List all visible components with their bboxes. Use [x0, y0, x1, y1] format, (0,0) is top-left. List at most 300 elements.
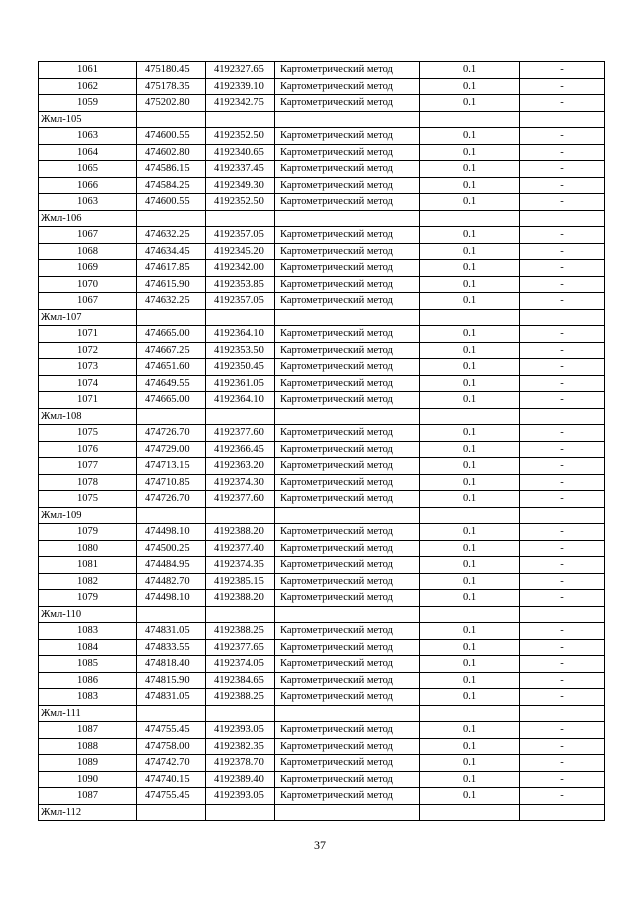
method-cell: Картометрический метод [275, 458, 420, 475]
point-number-cell: 1063 [39, 128, 137, 145]
method-cell: Картометрический метод [275, 62, 420, 79]
accuracy-cell: 0.1 [420, 227, 520, 244]
point-number-cell: 1066 [39, 177, 137, 194]
y-coordinate-cell: 4192388.20 [206, 524, 275, 541]
point-number-cell: 1083 [39, 689, 137, 706]
table-row [39, 276, 605, 293]
x-coordinate-cell: 474740.15 [137, 771, 206, 788]
point-number-cell: 1078 [39, 474, 137, 491]
y-coordinate-cell: 4192352.50 [206, 128, 275, 145]
y-coordinate-cell: 4192393.05 [206, 788, 275, 805]
empty-cell [420, 507, 520, 524]
note-cell: - [520, 425, 605, 442]
table-row [39, 425, 605, 442]
x-coordinate-cell: 474615.90 [137, 276, 206, 293]
method-cell: Картометрический метод [275, 590, 420, 607]
empty-cell [420, 408, 520, 425]
group-header-row [39, 210, 605, 227]
method-cell: Картометрический метод [275, 771, 420, 788]
accuracy-cell: 0.1 [420, 689, 520, 706]
point-number-cell: 1081 [39, 557, 137, 574]
table-row [39, 326, 605, 343]
note-cell: - [520, 161, 605, 178]
y-coordinate-cell: 4192352.50 [206, 194, 275, 211]
point-number-cell: 1061 [39, 62, 137, 79]
empty-cell [520, 210, 605, 227]
x-coordinate-cell: 474484.95 [137, 557, 206, 574]
x-coordinate-cell: 474726.70 [137, 425, 206, 442]
table-row [39, 392, 605, 409]
point-number-cell: 1087 [39, 722, 137, 739]
point-number-cell: 1071 [39, 392, 137, 409]
accuracy-cell: 0.1 [420, 194, 520, 211]
accuracy-cell: 0.1 [420, 144, 520, 161]
method-cell: Картометрический метод [275, 95, 420, 112]
empty-cell [206, 606, 275, 623]
table-row [39, 161, 605, 178]
y-coordinate-cell: 4192382.35 [206, 738, 275, 755]
empty-cell [275, 705, 420, 722]
point-number-cell: 1075 [39, 491, 137, 508]
x-coordinate-cell: 474586.15 [137, 161, 206, 178]
method-cell: Картометрический метод [275, 260, 420, 277]
table-row [39, 62, 605, 79]
group-header-row [39, 606, 605, 623]
y-coordinate-cell: 4192377.60 [206, 425, 275, 442]
method-cell: Картометрический метод [275, 722, 420, 739]
y-coordinate-cell: 4192378.70 [206, 755, 275, 772]
method-cell: Картометрический метод [275, 474, 420, 491]
y-coordinate-cell: 4192340.65 [206, 144, 275, 161]
method-cell: Картометрический метод [275, 425, 420, 442]
note-cell: - [520, 771, 605, 788]
note-cell: - [520, 722, 605, 739]
group-label: Жмл-108 [39, 408, 137, 425]
y-coordinate-cell: 4192327.65 [206, 62, 275, 79]
accuracy-cell: 0.1 [420, 788, 520, 805]
x-coordinate-cell: 474755.45 [137, 788, 206, 805]
point-number-cell: 1086 [39, 672, 137, 689]
accuracy-cell: 0.1 [420, 722, 520, 739]
x-coordinate-cell: 474498.10 [137, 590, 206, 607]
x-coordinate-cell: 474584.25 [137, 177, 206, 194]
note-cell: - [520, 177, 605, 194]
table-row [39, 540, 605, 557]
accuracy-cell: 0.1 [420, 540, 520, 557]
table-row [39, 359, 605, 376]
table-row [39, 491, 605, 508]
group-label: Жмл-111 [39, 705, 137, 722]
method-cell: Картометрический метод [275, 672, 420, 689]
accuracy-cell: 0.1 [420, 375, 520, 392]
table-row [39, 194, 605, 211]
note-cell: - [520, 342, 605, 359]
accuracy-cell: 0.1 [420, 557, 520, 574]
method-cell: Картометрический метод [275, 227, 420, 244]
group-header-row [39, 309, 605, 326]
table-row [39, 441, 605, 458]
y-coordinate-cell: 4192388.25 [206, 689, 275, 706]
x-coordinate-cell: 474815.90 [137, 672, 206, 689]
x-coordinate-cell: 474742.70 [137, 755, 206, 772]
empty-cell [520, 507, 605, 524]
group-label: Жмл-110 [39, 606, 137, 623]
table-row [39, 78, 605, 95]
x-coordinate-cell: 474632.25 [137, 293, 206, 310]
accuracy-cell: 0.1 [420, 78, 520, 95]
empty-cell [275, 606, 420, 623]
y-coordinate-cell: 4192385.15 [206, 573, 275, 590]
empty-cell [275, 408, 420, 425]
point-number-cell: 1070 [39, 276, 137, 293]
accuracy-cell: 0.1 [420, 639, 520, 656]
accuracy-cell: 0.1 [420, 656, 520, 673]
group-label: Жмл-106 [39, 210, 137, 227]
y-coordinate-cell: 4192389.40 [206, 771, 275, 788]
y-coordinate-cell: 4192342.75 [206, 95, 275, 112]
empty-cell [420, 705, 520, 722]
method-cell: Картометрический метод [275, 375, 420, 392]
point-number-cell: 1087 [39, 788, 137, 805]
empty-cell [275, 804, 420, 821]
point-number-cell: 1089 [39, 755, 137, 772]
note-cell: - [520, 276, 605, 293]
point-number-cell: 1079 [39, 524, 137, 541]
note-cell: - [520, 227, 605, 244]
method-cell: Картометрический метод [275, 359, 420, 376]
x-coordinate-cell: 474818.40 [137, 656, 206, 673]
point-number-cell: 1077 [39, 458, 137, 475]
note-cell: - [520, 128, 605, 145]
accuracy-cell: 0.1 [420, 425, 520, 442]
method-cell: Картометрический метод [275, 755, 420, 772]
method-cell: Картометрический метод [275, 194, 420, 211]
point-number-cell: 1067 [39, 227, 137, 244]
empty-cell [420, 111, 520, 128]
point-number-cell: 1090 [39, 771, 137, 788]
page-number: 37 [314, 838, 326, 852]
y-coordinate-cell: 4192363.20 [206, 458, 275, 475]
method-cell: Картометрический метод [275, 491, 420, 508]
method-cell: Картометрический метод [275, 177, 420, 194]
empty-cell [275, 111, 420, 128]
x-coordinate-cell: 474498.10 [137, 524, 206, 541]
y-coordinate-cell: 4192350.45 [206, 359, 275, 376]
x-coordinate-cell: 474482.70 [137, 573, 206, 590]
method-cell: Картометрический метод [275, 293, 420, 310]
group-label: Жмл-109 [39, 507, 137, 524]
note-cell: - [520, 656, 605, 673]
table-row [39, 722, 605, 739]
x-coordinate-cell: 474667.25 [137, 342, 206, 359]
y-coordinate-cell: 4192339.10 [206, 78, 275, 95]
x-coordinate-cell: 474600.55 [137, 128, 206, 145]
empty-cell [420, 210, 520, 227]
table-row [39, 755, 605, 772]
point-number-cell: 1059 [39, 95, 137, 112]
note-cell: - [520, 474, 605, 491]
table-row [39, 689, 605, 706]
accuracy-cell: 0.1 [420, 62, 520, 79]
accuracy-cell: 0.1 [420, 590, 520, 607]
table-row [39, 144, 605, 161]
table-row [39, 260, 605, 277]
y-coordinate-cell: 4192377.60 [206, 491, 275, 508]
point-number-cell: 1076 [39, 441, 137, 458]
group-label: Жмл-112 [39, 804, 137, 821]
accuracy-cell: 0.1 [420, 161, 520, 178]
point-number-cell: 1064 [39, 144, 137, 161]
y-coordinate-cell: 4192342.00 [206, 260, 275, 277]
method-cell: Картометрический метод [275, 441, 420, 458]
accuracy-cell: 0.1 [420, 276, 520, 293]
x-coordinate-cell: 474617.85 [137, 260, 206, 277]
x-coordinate-cell: 475180.45 [137, 62, 206, 79]
empty-cell [520, 705, 605, 722]
coordinates-table-body [39, 62, 605, 821]
method-cell: Картометрический метод [275, 392, 420, 409]
y-coordinate-cell: 4192364.10 [206, 326, 275, 343]
note-cell: - [520, 62, 605, 79]
note-cell: - [520, 441, 605, 458]
table-row [39, 293, 605, 310]
table-row [39, 342, 605, 359]
group-header-row [39, 804, 605, 821]
empty-cell [206, 705, 275, 722]
table-row [39, 788, 605, 805]
note-cell: - [520, 540, 605, 557]
table-row [39, 524, 605, 541]
point-number-cell: 1065 [39, 161, 137, 178]
y-coordinate-cell: 4192374.30 [206, 474, 275, 491]
x-coordinate-cell: 474602.80 [137, 144, 206, 161]
empty-cell [420, 804, 520, 821]
empty-cell [275, 210, 420, 227]
x-coordinate-cell: 474831.05 [137, 689, 206, 706]
table-row [39, 623, 605, 640]
y-coordinate-cell: 4192393.05 [206, 722, 275, 739]
point-number-cell: 1062 [39, 78, 137, 95]
accuracy-cell: 0.1 [420, 441, 520, 458]
point-number-cell: 1085 [39, 656, 137, 673]
x-coordinate-cell: 474713.15 [137, 458, 206, 475]
empty-cell [206, 309, 275, 326]
x-coordinate-cell: 474500.25 [137, 540, 206, 557]
x-coordinate-cell: 475178.35 [137, 78, 206, 95]
note-cell: - [520, 78, 605, 95]
y-coordinate-cell: 4192353.50 [206, 342, 275, 359]
empty-cell [420, 606, 520, 623]
table-row [39, 738, 605, 755]
empty-cell [520, 408, 605, 425]
accuracy-cell: 0.1 [420, 95, 520, 112]
empty-cell [275, 507, 420, 524]
method-cell: Картометрический метод [275, 276, 420, 293]
point-number-cell: 1082 [39, 573, 137, 590]
accuracy-cell: 0.1 [420, 474, 520, 491]
note-cell: - [520, 326, 605, 343]
method-cell: Картометрический метод [275, 243, 420, 260]
empty-cell [520, 804, 605, 821]
method-cell: Картометрический метод [275, 78, 420, 95]
point-number-cell: 1068 [39, 243, 137, 260]
empty-cell [420, 309, 520, 326]
x-coordinate-cell: 474831.05 [137, 623, 206, 640]
table-row [39, 672, 605, 689]
method-cell: Картометрический метод [275, 326, 420, 343]
x-coordinate-cell: 474632.25 [137, 227, 206, 244]
y-coordinate-cell: 4192337.45 [206, 161, 275, 178]
x-coordinate-cell: 474600.55 [137, 194, 206, 211]
accuracy-cell: 0.1 [420, 672, 520, 689]
method-cell: Картометрический метод [275, 144, 420, 161]
x-coordinate-cell: 474649.55 [137, 375, 206, 392]
x-coordinate-cell: 474726.70 [137, 491, 206, 508]
note-cell: - [520, 260, 605, 277]
note-cell: - [520, 359, 605, 376]
empty-cell [206, 111, 275, 128]
empty-cell [520, 111, 605, 128]
accuracy-cell: 0.1 [420, 573, 520, 590]
x-coordinate-cell: 474758.00 [137, 738, 206, 755]
point-number-cell: 1069 [39, 260, 137, 277]
table-row [39, 227, 605, 244]
coordinates-table [38, 61, 605, 821]
note-cell: - [520, 144, 605, 161]
accuracy-cell: 0.1 [420, 771, 520, 788]
method-cell: Картометрический метод [275, 524, 420, 541]
table-row [39, 557, 605, 574]
note-cell: - [520, 672, 605, 689]
method-cell: Картометрический метод [275, 738, 420, 755]
note-cell: - [520, 375, 605, 392]
y-coordinate-cell: 4192357.05 [206, 293, 275, 310]
point-number-cell: 1072 [39, 342, 137, 359]
empty-cell [206, 210, 275, 227]
note-cell: - [520, 243, 605, 260]
y-coordinate-cell: 4192374.05 [206, 656, 275, 673]
x-coordinate-cell: 474729.00 [137, 441, 206, 458]
empty-cell [137, 507, 206, 524]
table-row [39, 243, 605, 260]
method-cell: Картометрический метод [275, 342, 420, 359]
point-number-cell: 1073 [39, 359, 137, 376]
accuracy-cell: 0.1 [420, 128, 520, 145]
empty-cell [137, 111, 206, 128]
y-coordinate-cell: 4192357.05 [206, 227, 275, 244]
y-coordinate-cell: 4192361.05 [206, 375, 275, 392]
point-number-cell: 1080 [39, 540, 137, 557]
group-header-row [39, 507, 605, 524]
x-coordinate-cell: 474710.85 [137, 474, 206, 491]
accuracy-cell: 0.1 [420, 260, 520, 277]
note-cell: - [520, 573, 605, 590]
point-number-cell: 1075 [39, 425, 137, 442]
note-cell: - [520, 458, 605, 475]
method-cell: Картометрический метод [275, 540, 420, 557]
y-coordinate-cell: 4192366.45 [206, 441, 275, 458]
method-cell: Картометрический метод [275, 557, 420, 574]
note-cell: - [520, 557, 605, 574]
y-coordinate-cell: 4192364.10 [206, 392, 275, 409]
method-cell: Картометрический метод [275, 689, 420, 706]
empty-cell [137, 210, 206, 227]
accuracy-cell: 0.1 [420, 243, 520, 260]
point-number-cell: 1067 [39, 293, 137, 310]
accuracy-cell: 0.1 [420, 177, 520, 194]
method-cell: Картометрический метод [275, 573, 420, 590]
accuracy-cell: 0.1 [420, 392, 520, 409]
note-cell: - [520, 738, 605, 755]
x-coordinate-cell: 474665.00 [137, 326, 206, 343]
note-cell: - [520, 392, 605, 409]
y-coordinate-cell: 4192377.40 [206, 540, 275, 557]
table-row [39, 639, 605, 656]
empty-cell [137, 408, 206, 425]
empty-cell [520, 309, 605, 326]
empty-cell [206, 408, 275, 425]
accuracy-cell: 0.1 [420, 755, 520, 772]
note-cell: - [520, 95, 605, 112]
accuracy-cell: 0.1 [420, 491, 520, 508]
point-number-cell: 1083 [39, 623, 137, 640]
empty-cell [137, 606, 206, 623]
point-number-cell: 1088 [39, 738, 137, 755]
table-row [39, 177, 605, 194]
point-number-cell: 1084 [39, 639, 137, 656]
point-number-cell: 1071 [39, 326, 137, 343]
table-row [39, 375, 605, 392]
y-coordinate-cell: 4192345.20 [206, 243, 275, 260]
y-coordinate-cell: 4192349.30 [206, 177, 275, 194]
group-header-row [39, 408, 605, 425]
x-coordinate-cell: 474755.45 [137, 722, 206, 739]
x-coordinate-cell: 474665.00 [137, 392, 206, 409]
x-coordinate-cell: 474634.45 [137, 243, 206, 260]
method-cell: Картометрический метод [275, 656, 420, 673]
note-cell: - [520, 639, 605, 656]
y-coordinate-cell: 4192374.35 [206, 557, 275, 574]
empty-cell [206, 507, 275, 524]
empty-cell [137, 804, 206, 821]
accuracy-cell: 0.1 [420, 342, 520, 359]
accuracy-cell: 0.1 [420, 524, 520, 541]
method-cell: Картометрический метод [275, 128, 420, 145]
empty-cell [137, 309, 206, 326]
x-coordinate-cell: 475202.80 [137, 95, 206, 112]
note-cell: - [520, 788, 605, 805]
accuracy-cell: 0.1 [420, 458, 520, 475]
table-row [39, 128, 605, 145]
empty-cell [137, 705, 206, 722]
empty-cell [520, 606, 605, 623]
accuracy-cell: 0.1 [420, 359, 520, 376]
note-cell: - [520, 491, 605, 508]
note-cell: - [520, 524, 605, 541]
y-coordinate-cell: 4192388.20 [206, 590, 275, 607]
table-row [39, 590, 605, 607]
accuracy-cell: 0.1 [420, 738, 520, 755]
accuracy-cell: 0.1 [420, 326, 520, 343]
table-row [39, 656, 605, 673]
note-cell: - [520, 755, 605, 772]
note-cell: - [520, 623, 605, 640]
note-cell: - [520, 590, 605, 607]
table-row [39, 458, 605, 475]
group-label: Жмл-107 [39, 309, 137, 326]
y-coordinate-cell: 4192353.85 [206, 276, 275, 293]
method-cell: Картометрический метод [275, 788, 420, 805]
